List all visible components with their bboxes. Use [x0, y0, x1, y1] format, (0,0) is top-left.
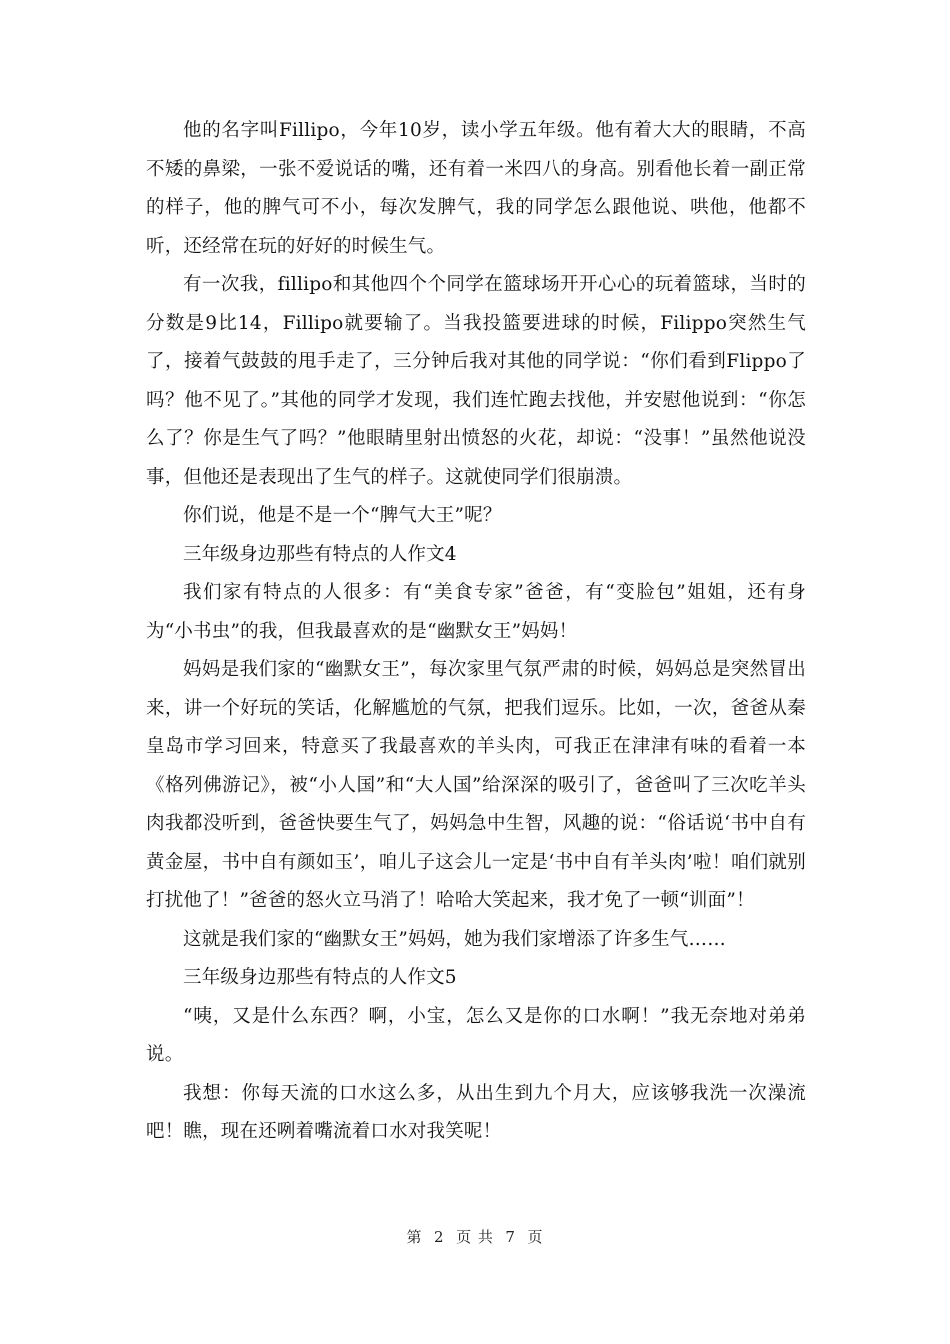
paragraph: 妈妈是我们家的“幽默女王”，每次家里气氛严肃的时候，妈妈总是突然冒出来，讲一个好玩的笑话，化解尴尬的气氛，把我们逗乐。比如，一次，爸爸从秦皇岛市学习回来，特意买了我最喜欢的羊头肉，可我正在津津有味的看着一本《格列佛游记》，被“小人国”和“大人国”给深深的吸引了，爸爸叫了三次吃羊头肉我都没听到，爸爸快要生气了，妈妈急中生智，风趣的说：“俗话说‘书中自有黄金屋，书中自有颜如玉’，咱儿子这会儿一定是‘书中自有羊头肉’啦！咱们就别打扰他了！”爸爸的怒火立马消了！哈哈大笑起来，我才免了一顿“训面”！ [146, 659, 806, 911]
paragraph: 这就是我们家的“幽默女王”妈妈，她为我们家增添了许多生气…… [183, 928, 726, 950]
page-number-footer: 第 2 页 共 7 页 [406, 1228, 544, 1246]
paragraph: 我们家有特点的人很多：有“美食专家”爸爸，有“变脸包”姐姐，还有身为“小书虫”的我，但我最喜欢的是“幽默女王”妈妈！ [146, 582, 806, 642]
paragraph: “咦，又是什么东西？啊，小宝，怎么又是你的口水啊！”我无奈地对弟弟说。 [146, 1005, 806, 1065]
paragraph: 你们说，他是不是一个“脾气大王”呢？ [183, 505, 502, 526]
paragraph: 有一次我，fillipo和其他四个个同学在篮球场开开心心的玩着篮球，当时的分数是9比14，Fillipo就要输了。当我投篮要进球的时候，Filippo突然生气了，接着气鼓鼓的甩手走了，三分钟后我对其他的同学说：“你们看到Flippo了吗？他不见了。”其他的同学才发现，我们连忙跑去找他，并安慰他说到：“你怎么了？你是生气了吗？”他眼睛里射出愤怒的火花，却说：“没事！”虽然他说没事，但他还是表现出了生气的样子。这就使同学们很崩溃。 [146, 274, 806, 488]
paragraph: 他的名字叫Fillipo，今年10岁，读小学五年级。他有着大大的眼睛，不高不矮的鼻梁，一张不爱说话的嘴，还有着一米四八的身高。别看他长着一副正常的样子，他的脾气可不小，每次发脾气，我的同学怎么跟他说、哄他，他都不听，还经常在玩的好好的时候生气。 [146, 120, 806, 257]
section-heading: 三年级身边那些有特点的人作文5 [183, 967, 457, 988]
section-heading: 三年级身边那些有特点的人作文4 [183, 543, 457, 565]
document-body [146, 112, 806, 1152]
paragraph: 我想：你每天流的口水这么多，从出生到九个月大，应该够我洗一次澡流吧！瞧，现在还咧着嘴流着口水对我笑呢！ [146, 1082, 806, 1142]
